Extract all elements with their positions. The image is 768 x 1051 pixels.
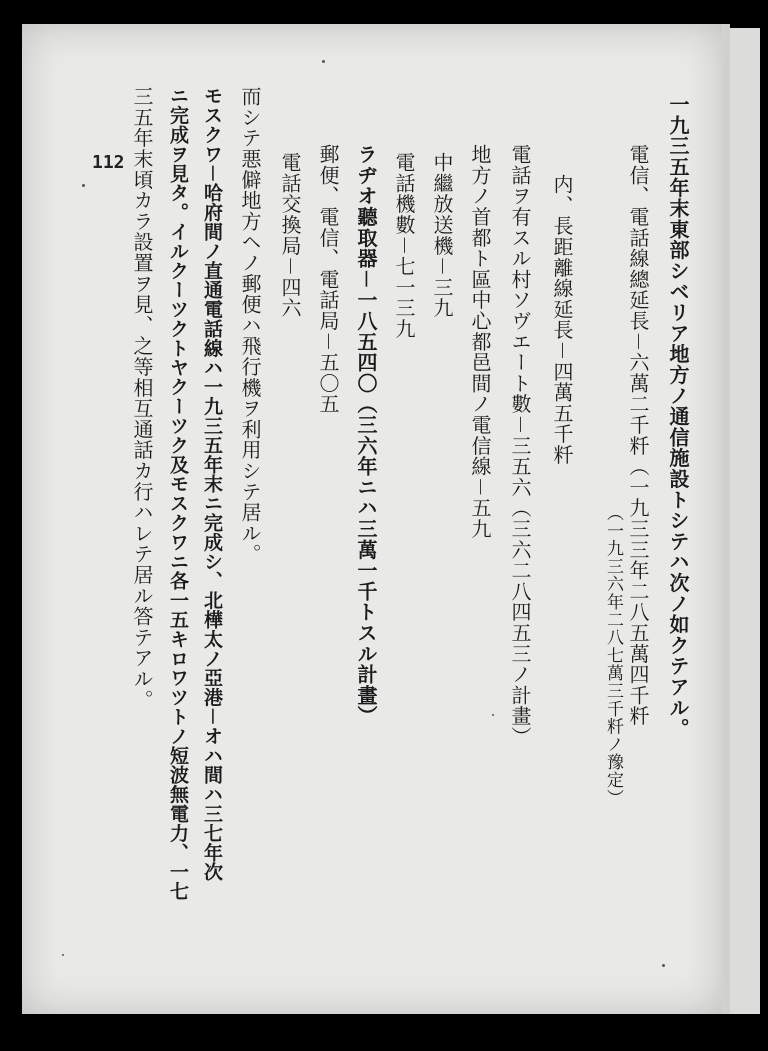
scan-speck: [322, 60, 325, 63]
text-column-2: 電信、電話線總延長－六萬二千粁（一九三三年二八五萬四千粁: [626, 144, 650, 727]
text-column-3: 内、長距離線延長－四萬五千粁: [550, 174, 574, 466]
text-column-10: 電話交換局－四六: [278, 152, 302, 319]
text-column-5: 地方ノ首都ト區中心都邑間ノ電信線－五九: [468, 144, 492, 540]
text-column-1-heading: 一九三五年末東部シベリア地方ノ通信施設トシテハ次ノ如クテアル。: [666, 94, 690, 739]
text-column-4: 電話ヲ有スル村ソヴエート數－三五六（三六二八四五三ノ計畫）: [508, 144, 532, 748]
scan-speck: [82, 184, 85, 187]
text-column-2b-annotation: （一九三六年二八七萬三千粁ノ豫定）: [603, 504, 623, 807]
text-column-14: 三五年末頃カラ設置ヲ見、之等相互通話カ行ハレテ居ル答テアル。: [130, 86, 154, 710]
scan-speck: [492, 714, 494, 716]
scan-speck: [662, 964, 665, 967]
text-column-8: ラヂオ聽取器－一八五四〇（三六年ニハ三萬一千トスル計畫）: [354, 144, 378, 727]
scan-speck: [62, 954, 64, 956]
page-number: 112: [92, 152, 125, 173]
text-column-7: 電話機數－七一三九: [392, 152, 416, 340]
document-page: [22, 24, 722, 1014]
text-column-12: モスクワ－哈府間ノ直通電話線ハ一九三五年末ニ完成シ、北樺太ノ亞港－オハ間ハ三七年次: [201, 86, 223, 882]
text-column-9: 郵便、電信、電話局－五〇五: [316, 144, 340, 415]
text-column-6: 中繼放送機－三九: [430, 152, 454, 319]
text-column-11: 而シテ悪僻地方ヘノ郵便ハ飛行機ヲ利用シテ居ル。: [238, 86, 262, 565]
adjacent-page-edge: [730, 28, 760, 1014]
text-column-13: ニ完成ヲ見タ。イルクーツクトヤクーツク及モスクワニ各一五キロワツトノ短波無電力、一七: [167, 86, 189, 901]
